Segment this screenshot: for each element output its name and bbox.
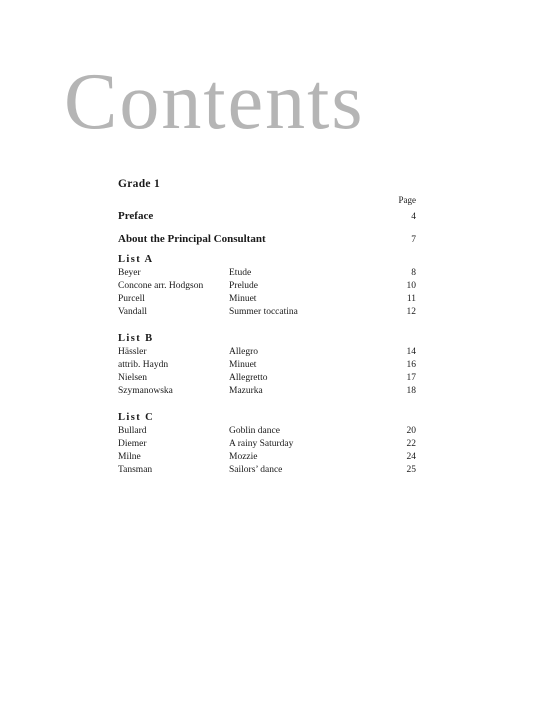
contents-list (118, 178, 416, 475)
section-page: 4 (411, 212, 416, 222)
list-item (118, 439, 416, 452)
list-item (118, 268, 416, 281)
section-label: Preface (118, 210, 154, 222)
page-number: 11 (406, 294, 416, 304)
composer: Beyer (118, 268, 141, 278)
piece-title: Etude (229, 268, 252, 278)
piece-title: Allegro (229, 347, 259, 357)
page-column-header: Page (398, 195, 416, 205)
list-heading-b: List B (118, 333, 154, 344)
page-number: 24 (406, 452, 416, 462)
list-item (118, 373, 416, 386)
page-title: Contents (64, 58, 365, 146)
page-number: 17 (406, 373, 416, 383)
piece-title: Goblin dance (229, 426, 280, 436)
composer: Milne (118, 452, 141, 462)
section-about-consultant (118, 233, 416, 245)
piece-title: A rainy Saturday (229, 439, 294, 449)
piece-title: Mozzie (229, 452, 258, 462)
composer: Bullard (118, 426, 147, 436)
page-number: 10 (406, 281, 416, 291)
piece-title: Prelude (229, 281, 259, 291)
composer: Szymanowska (118, 386, 173, 396)
list-item (118, 294, 416, 307)
grade-heading: Grade 1 (118, 178, 161, 190)
list-item (118, 347, 416, 360)
piece-title: Sailors’ dance (229, 465, 283, 475)
list-item (118, 426, 416, 439)
section-page: 7 (411, 235, 416, 245)
composer: Diemer (118, 439, 147, 449)
list-item (118, 452, 416, 465)
list-item (118, 360, 416, 373)
page-number: 20 (406, 426, 416, 436)
piece-title: Allegretto (229, 373, 268, 383)
list-heading-a: List A (118, 254, 154, 265)
composer: attrib. Haydn (118, 360, 169, 370)
list-item (118, 281, 416, 294)
page-number: 12 (406, 307, 416, 317)
list-item (118, 386, 416, 399)
page-number: 8 (411, 268, 416, 278)
list-heading-c: List C (118, 412, 155, 423)
composer: Tansman (118, 465, 153, 475)
piece-title: Minuet (229, 294, 257, 304)
page-number: 16 (406, 360, 416, 370)
composer: Purcell (118, 294, 145, 304)
section-preface (118, 210, 416, 222)
piece-title: Minuet (229, 360, 257, 370)
composer: Vandall (118, 307, 148, 317)
page-number: 22 (406, 439, 416, 449)
page-number: 18 (406, 386, 416, 396)
section-label: About the Principal Consultant (118, 233, 266, 245)
piece-title: Summer toccatina (229, 307, 298, 317)
composer: Hässler (118, 347, 147, 357)
list-item (118, 307, 416, 320)
composer: Concone arr. Hodgson (118, 281, 204, 291)
composer: Nielsen (118, 373, 148, 383)
list-item (118, 465, 416, 478)
page-number: 25 (406, 465, 416, 475)
page-number: 14 (406, 347, 416, 357)
piece-title: Mazurka (229, 386, 263, 396)
